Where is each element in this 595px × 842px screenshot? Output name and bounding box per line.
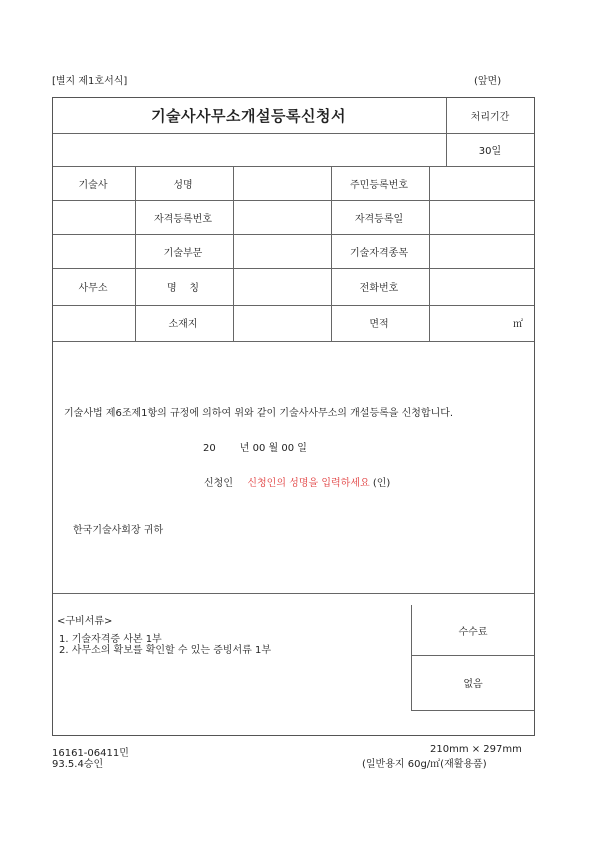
- form-code: 16161-06411민: [52, 748, 129, 759]
- name-input[interactable]: [232, 166, 330, 200]
- applicant-line: [204, 474, 390, 489]
- section-engineer-label: 기술사: [78, 179, 108, 191]
- required-docs-heading: <구비서류>: [57, 616, 113, 627]
- processing-period-label: 처리기간: [470, 112, 510, 123]
- resident-number-label: 주민등록번호: [350, 179, 408, 191]
- name-label: 성명: [173, 179, 193, 191]
- fee-label: 수수료: [458, 626, 488, 638]
- resident-number-input[interactable]: [428, 166, 535, 200]
- phone-label: 전화번호: [359, 282, 399, 294]
- day-input[interactable]: 00: [281, 443, 295, 454]
- location-input[interactable]: [232, 304, 330, 340]
- approval-date: 93.5.4승인: [52, 759, 104, 770]
- cert-reg-date-input[interactable]: [428, 200, 535, 234]
- month-label: 월: [268, 443, 279, 454]
- paper-type: (일반용지 60g/㎡(재활용품): [362, 759, 487, 770]
- fee-value: 없음: [463, 679, 483, 690]
- recipient: 한국기술사회장 귀하: [73, 525, 164, 536]
- paper-size: 210mm × 297mm: [430, 744, 522, 755]
- form-number: [별지 제1호서식]: [52, 76, 128, 87]
- date-line: [203, 439, 307, 454]
- cert-reg-number-input[interactable]: [232, 200, 330, 234]
- application-statement: 기술사법 제6조제1항의 규정에 의하여 위와 같이 기술사사무소의 개설등록을 신청합니다.: [64, 408, 454, 419]
- processing-period-value: 30일: [478, 146, 502, 157]
- section-office-label: 사무소: [78, 282, 108, 294]
- area-unit: ㎡: [513, 318, 523, 330]
- cert-reg-number-label: 자격등록번호: [154, 213, 212, 225]
- divider: [53, 341, 534, 342]
- divider: [411, 710, 534, 711]
- cert-type-label: 기술자격종목: [350, 247, 408, 259]
- month-input[interactable]: 00: [252, 443, 266, 454]
- required-doc-item: 2. 사무소의 확보를 확인할 수 있는 증빙서류 1부: [59, 645, 272, 656]
- required-doc-item: 1. 기술자격증 사본 1부: [59, 634, 162, 645]
- applicant-name-input[interactable]: 신청인의 성명을 입력하세요: [247, 478, 370, 489]
- tech-field-input[interactable]: [232, 234, 330, 268]
- area-label: 면적: [369, 318, 389, 330]
- office-name-input[interactable]: [232, 268, 330, 304]
- phone-input[interactable]: [428, 268, 535, 304]
- office-name-label: 명 칭: [166, 282, 200, 294]
- applicant-label: 신청인: [204, 478, 233, 489]
- form-title: 기술사사무소개설등록신청서: [151, 107, 346, 125]
- area-input[interactable]: [428, 304, 535, 340]
- tech-field-label: 기술부문: [163, 247, 203, 259]
- year-prefix: 20: [203, 443, 216, 454]
- cert-type-input[interactable]: [428, 234, 535, 268]
- seal-label: (인): [372, 478, 391, 489]
- page-side-label: (앞면): [474, 76, 502, 87]
- cert-reg-date-label: 자격등록일: [354, 213, 404, 225]
- year-label: 년: [239, 443, 250, 454]
- divider: [53, 593, 534, 594]
- location-label: 소재지: [168, 318, 198, 330]
- day-label: 일: [297, 443, 307, 454]
